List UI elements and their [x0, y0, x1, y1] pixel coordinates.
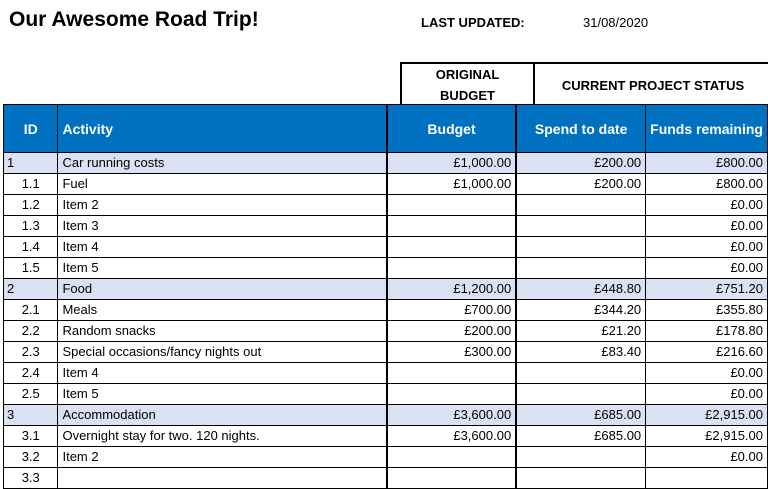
- cell-funds[interactable]: £800.00: [646, 153, 768, 174]
- cell-budget[interactable]: [387, 258, 516, 279]
- original-budget-group-header[interactable]: [400, 62, 535, 106]
- cell-budget[interactable]: £3,600.00: [387, 426, 516, 447]
- cell-funds[interactable]: [646, 468, 768, 489]
- cell-id[interactable]: 1.3: [4, 216, 58, 237]
- cell-funds[interactable]: £0.00: [646, 384, 768, 405]
- table-row: [4, 468, 768, 489]
- cell-budget[interactable]: [387, 468, 516, 489]
- cell-spend[interactable]: £448.80: [516, 279, 645, 300]
- table-row: [4, 300, 768, 321]
- cell-funds[interactable]: £800.00: [646, 174, 768, 195]
- cell-budget[interactable]: [387, 447, 516, 468]
- cell-spend[interactable]: £200.00: [516, 153, 645, 174]
- cell-activity[interactable]: Food: [58, 279, 387, 300]
- col-header-budget[interactable]: Budget: [387, 105, 516, 153]
- cell-spend[interactable]: £200.00: [516, 174, 645, 195]
- cell-id[interactable]: 2.1: [4, 300, 58, 321]
- cell-budget[interactable]: [387, 195, 516, 216]
- cell-activity[interactable]: Accommodation: [58, 405, 387, 426]
- cell-budget[interactable]: [387, 237, 516, 258]
- table-row: [4, 384, 768, 405]
- cell-activity[interactable]: Item 4: [58, 363, 387, 384]
- cell-activity[interactable]: Car running costs: [58, 153, 387, 174]
- table-row: [4, 195, 768, 216]
- cell-spend[interactable]: [516, 468, 645, 489]
- cell-activity[interactable]: Special occasions/fancy nights out: [58, 342, 387, 363]
- cell-funds[interactable]: £178.80: [646, 321, 768, 342]
- cell-activity[interactable]: Item 2: [58, 447, 387, 468]
- cell-spend[interactable]: [516, 363, 645, 384]
- cell-id[interactable]: 1.5: [4, 258, 58, 279]
- cell-activity[interactable]: Random snacks: [58, 321, 387, 342]
- cell-funds[interactable]: £0.00: [646, 216, 768, 237]
- cell-spend[interactable]: £21.20: [516, 321, 645, 342]
- cell-id[interactable]: 2.2: [4, 321, 58, 342]
- cell-activity[interactable]: Overnight stay for two. 120 nights.: [58, 426, 387, 447]
- cell-funds[interactable]: £0.00: [646, 237, 768, 258]
- cell-spend[interactable]: £685.00: [516, 405, 645, 426]
- cell-activity[interactable]: [58, 468, 387, 489]
- cell-activity[interactable]: Item 2: [58, 195, 387, 216]
- cell-id[interactable]: 1: [4, 153, 58, 174]
- table-row: [4, 174, 768, 195]
- last-updated-label: LAST UPDATED:: [421, 15, 525, 30]
- col-header-activity[interactable]: Activity: [58, 105, 387, 153]
- cell-id[interactable]: 3.1: [4, 426, 58, 447]
- cell-spend[interactable]: [516, 258, 645, 279]
- cell-budget[interactable]: £3,600.00: [387, 405, 516, 426]
- table-row: [4, 363, 768, 384]
- table-row: [4, 447, 768, 468]
- current-status-group-header[interactable]: [533, 62, 768, 106]
- cell-spend[interactable]: £83.40: [516, 342, 645, 363]
- cell-funds[interactable]: £751.20: [646, 279, 768, 300]
- cell-budget[interactable]: [387, 363, 516, 384]
- cell-spend[interactable]: £344.20: [516, 300, 645, 321]
- cell-budget[interactable]: £1,000.00: [387, 153, 516, 174]
- cell-id[interactable]: 2: [4, 279, 58, 300]
- current-status-label: CURRENT PROJECT STATUS: [561, 77, 745, 93]
- cell-id[interactable]: 3.3: [4, 468, 58, 489]
- table-header-row: [4, 105, 768, 153]
- table-row: [4, 342, 768, 363]
- cell-spend[interactable]: [516, 195, 645, 216]
- cell-activity[interactable]: Meals: [58, 300, 387, 321]
- category-row: [4, 405, 768, 426]
- cell-budget[interactable]: £1,200.00: [387, 279, 516, 300]
- category-row: [4, 153, 768, 174]
- cell-activity[interactable]: Item 5: [58, 384, 387, 405]
- table-row: [4, 237, 768, 258]
- cell-id[interactable]: 1.4: [4, 237, 58, 258]
- cell-budget[interactable]: [387, 216, 516, 237]
- cell-spend[interactable]: [516, 216, 645, 237]
- col-header-spend[interactable]: Spend to date: [516, 105, 645, 153]
- cell-activity[interactable]: Item 5: [58, 258, 387, 279]
- cell-funds[interactable]: £0.00: [646, 447, 768, 468]
- cell-budget[interactable]: [387, 384, 516, 405]
- cell-budget[interactable]: £700.00: [387, 300, 516, 321]
- cell-funds[interactable]: £0.00: [646, 363, 768, 384]
- original-budget-line2: BUDGET: [440, 88, 495, 103]
- cell-spend[interactable]: [516, 237, 645, 258]
- cell-budget[interactable]: £300.00: [387, 342, 516, 363]
- cell-activity[interactable]: Fuel: [58, 174, 387, 195]
- cell-budget[interactable]: £200.00: [387, 321, 516, 342]
- table-row: [4, 216, 768, 237]
- cell-id[interactable]: 2.4: [4, 363, 58, 384]
- budget-table: [3, 104, 768, 489]
- cell-activity[interactable]: Item 3: [58, 216, 387, 237]
- cell-spend[interactable]: [516, 384, 645, 405]
- cell-funds[interactable]: £0.00: [646, 195, 768, 216]
- page-title: Our Awesome Road Trip!: [9, 8, 259, 31]
- category-row: [4, 279, 768, 300]
- cell-funds[interactable]: £355.80: [646, 300, 768, 321]
- cell-funds[interactable]: £2,915.00: [646, 405, 768, 426]
- cell-funds[interactable]: £216.60: [646, 342, 768, 363]
- col-header-id[interactable]: ID: [4, 105, 58, 153]
- cell-id[interactable]: 1.2: [4, 195, 58, 216]
- cell-id[interactable]: 3.2: [4, 447, 58, 468]
- cell-funds[interactable]: £0.00: [646, 258, 768, 279]
- last-updated-date[interactable]: 31/08/2020: [583, 15, 649, 30]
- table-row: [4, 321, 768, 342]
- cell-id[interactable]: 1.1: [4, 174, 58, 195]
- table-row: [4, 426, 768, 447]
- cell-funds[interactable]: £2,915.00: [646, 426, 768, 447]
- cell-spend[interactable]: £685.00: [516, 426, 645, 447]
- cell-id[interactable]: 2.5: [4, 384, 58, 405]
- cell-spend[interactable]: [516, 447, 645, 468]
- cell-budget[interactable]: £1,000.00: [387, 174, 516, 195]
- cell-id[interactable]: 2.3: [4, 342, 58, 363]
- original-budget-line1: ORIGINAL: [435, 67, 500, 82]
- col-header-funds[interactable]: Funds remaining: [646, 105, 768, 153]
- cell-id[interactable]: 3: [4, 405, 58, 426]
- cell-activity[interactable]: Item 4: [58, 237, 387, 258]
- table-row: [4, 258, 768, 279]
